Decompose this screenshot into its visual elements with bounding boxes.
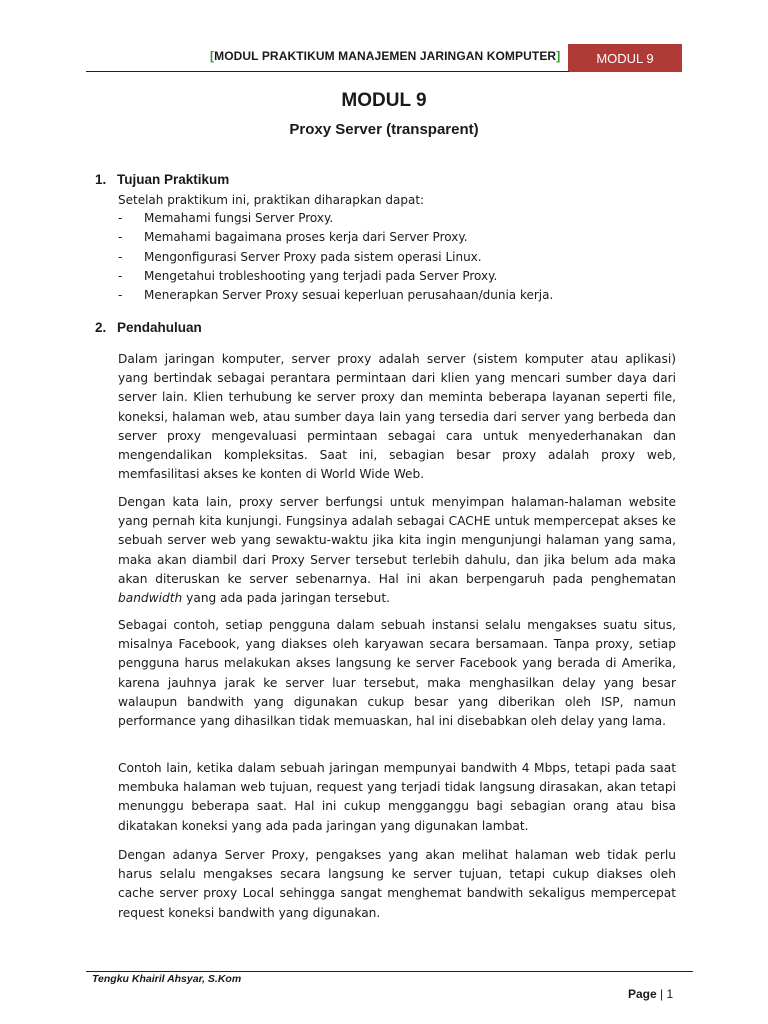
running-header bbox=[210, 49, 560, 63]
list-item bbox=[118, 209, 553, 228]
footer-divider bbox=[86, 971, 693, 972]
list-item bbox=[118, 267, 553, 286]
dash-bullet: - bbox=[118, 288, 123, 303]
section-heading-tujuan bbox=[95, 172, 229, 187]
module-badge bbox=[568, 44, 682, 72]
footer-author: Tengku Khairil Ahsyar, S.Kom bbox=[92, 973, 242, 985]
dash-bullet: - bbox=[118, 268, 123, 283]
section-intro: Setelah praktikum ini, praktikan diharapkan dapat: bbox=[118, 193, 425, 207]
paragraph-definition: Dalam jaringan komputer, server proxy adalah server (sistem komputer atau aplikasi) yang bertindak sebagai perantara permintaan dari klien yang mencari sumber daya dari server lain. Klien terhubung ke server proxy dan meminta beberapa layanan seperti file, koneksi, halaman web, atau sumber daya lain yang tersedia dari server yang berbeda dan server proxy mengevaluasi permintaan sebagai cara untuk menyederhanakan dan mengendalikan kompleksitas. Saat ini, sebagian besar proxy adalah proxy web, memfasilitasi akses ke konten di World Wide Web. bbox=[118, 352, 676, 482]
page-separator: | bbox=[656, 987, 667, 1001]
module-badge-label: MODUL 9 bbox=[596, 50, 654, 66]
page-number-value: 1 bbox=[666, 987, 674, 1001]
header-bracket-open: [ bbox=[210, 49, 215, 63]
page-subtitle: Proxy Server (transparent) bbox=[289, 121, 479, 138]
section-number: 1. bbox=[95, 172, 107, 187]
paragraph-example-facebook: Sebagai contoh, setiap pengguna dalam sebuah instansi selalu mengakses suatu situs, misalnya Facebook, yang diakses oleh karyawan secara bersamaan. Tanpa proxy, setiap pengguna harus melakukan akses langsung ke server Facebook yang berada di Amerika, karena jauhnya jarak ke server luar tersebut, maka menghasilkan delay yang besar walaupun bandwith yang digunakan cukup besar yang diberikan oleh ISP, namun performance yang dihasilkan tidak memuaskan, hal ini disebabkan oleh delay yang lama. bbox=[118, 618, 676, 729]
page-label: Page bbox=[628, 987, 657, 1001]
dash-bullet: - bbox=[118, 230, 123, 245]
list-item-text: Mengetahui trobleshooting yang terjadi pada Server Proxy. bbox=[144, 268, 498, 283]
dash-bullet: - bbox=[118, 249, 123, 264]
list-item-text: Memahami fungsi Server Proxy. bbox=[144, 211, 334, 225]
paragraph-text: yang ada pada jaringan tersebut. bbox=[182, 591, 391, 606]
header-bracket-close: ] bbox=[556, 49, 561, 63]
page-number bbox=[628, 987, 673, 1001]
list-item bbox=[118, 228, 553, 247]
section-heading-pendahuluan bbox=[95, 320, 202, 335]
paragraph-proxy-benefit: Dengan adanya Server Proxy, pengakses yang akan melihat halaman web tidak perlu harus selalu mengakses secara langsung ke server tujuan, tetapi cukup diakses oleh cache server proxy Local sehingga sangat menghemat bandwith sekaligus mempercepat request koneksi bandwith yang digunakan. bbox=[118, 848, 676, 920]
emphasis-text: bandwidth bbox=[118, 591, 183, 606]
list-item bbox=[118, 286, 553, 305]
header-divider bbox=[86, 71, 569, 72]
page-title: MODUL 9 bbox=[341, 90, 427, 111]
list-item-text: Memahami bagaimana proses kerja dari Server Proxy. bbox=[144, 230, 468, 245]
header-title: MODUL PRAKTIKUM MANAJEMEN JARINGAN KOMPUTER bbox=[214, 49, 557, 63]
paragraph-example-bandwidth: Contoh lain, ketika dalam sebuah jaringan mempunyai bandwith 4 Mbps, tetapi pada saat membuka halaman web tujuan, request yang terjadi tidak langsung dirasakan, akan tetapi menunggu beberapa saat. Hal ini cukup mengganggu bagi sebagian orang atau bisa dikatakan koneksi yang ada pada jaringan yang digunakan lambat. bbox=[118, 761, 676, 833]
list-item bbox=[118, 248, 553, 267]
section-title: Pendahuluan bbox=[117, 320, 202, 335]
list-item-text: Mengonfigurasi Server Proxy pada sistem operasi Linux. bbox=[144, 249, 482, 264]
paragraph-text: Dengan kata lain, proxy server berfungsi untuk menyimpan halaman-halaman website yang pernah kita kunjungi. Fungsinya adalah sebagai CACHE untuk mempercepat akses ke sebuah server web yang sewaktu-waktu jika kita ingin mengunjungi halaman yang sama, maka akan diambil dari Proxy Server tersebut terlebih dahulu, dan jika belum ada maka akan diteruskan ke server sebenarnya. Hal ini akan berpengaruh pada penghematan bbox=[118, 495, 676, 586]
list-item-text: Menerapkan Server Proxy sesuai keperluan perusahaan/dunia kerja. bbox=[144, 288, 554, 303]
section-title: Tujuan Praktikum bbox=[117, 172, 230, 187]
dash-bullet: - bbox=[118, 211, 123, 225]
paragraph-cache bbox=[118, 493, 676, 608]
objectives-list bbox=[118, 209, 553, 305]
section-number: 2. bbox=[95, 320, 107, 335]
